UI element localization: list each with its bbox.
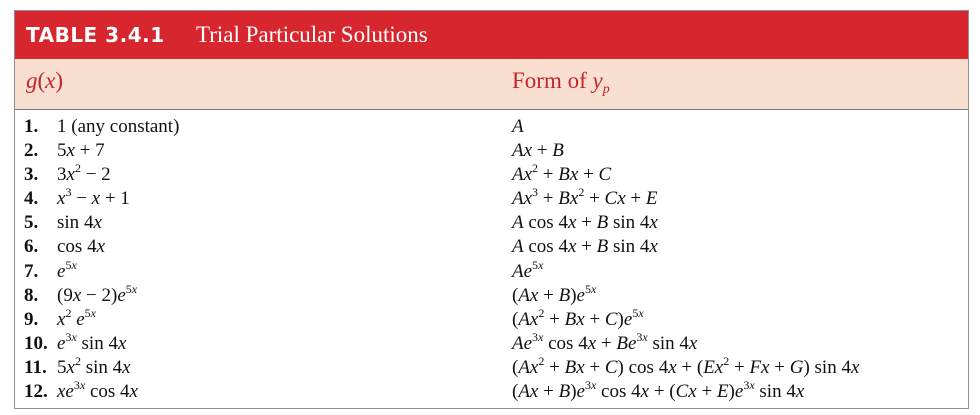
table-row <box>15 378 968 405</box>
row-g-expression: $5x^2$ sin 4x <box>57 353 131 378</box>
row-g-expression: 5x + 7 <box>57 140 105 162</box>
row-yp-form: A cos 4x + B sin 4x <box>512 212 658 234</box>
row-g-expression: cos 4x <box>57 236 106 258</box>
row-g-expression: sin 4x <box>57 212 102 234</box>
table-row <box>15 161 968 188</box>
row-number: 7. <box>24 260 39 282</box>
column-header-yp: Form of $y_p$ <box>512 68 610 97</box>
row-number: 3. <box>24 164 39 186</box>
row-yp-form: A cos 4x + B sin 4x <box>512 236 658 258</box>
row-g-expression: $x^3 - x + 1$ <box>57 185 130 210</box>
row-number: 12. <box>24 381 48 403</box>
row-g-expression: $e^{3x}$ sin 4x <box>57 329 127 354</box>
table-row <box>15 116 968 140</box>
table-number: TABLE 3.4.1 <box>26 23 165 47</box>
column-header-g: g(x) <box>26 68 64 93</box>
table-row <box>15 257 968 285</box>
table-row <box>15 236 968 260</box>
trial-solutions-table <box>14 10 969 409</box>
table-row <box>15 185 968 212</box>
row-g-expression: $xe^{3x}$ cos 4x <box>57 378 138 403</box>
row-yp-form: $(Ax + B)e^{5x}$ <box>512 281 597 306</box>
table-row <box>15 353 968 381</box>
row-number: 9. <box>24 308 39 330</box>
table-row <box>15 140 968 164</box>
table-row <box>15 329 968 357</box>
table-row <box>15 212 968 236</box>
row-yp-form: $Ax^3 + Bx^2 + Cx + E$ <box>512 185 658 210</box>
row-yp-form: $(Ax + B)e^{3x}$ $\cos 4x + (Cx + E)e^{3x}$ sin 4x <box>512 378 805 403</box>
row-number: 2. <box>24 140 39 162</box>
column-header-row <box>15 59 968 110</box>
row-yp-form: Ax + B <box>512 140 564 162</box>
row-number: 8. <box>24 284 39 306</box>
row-yp-form: $(Ax^2 + Bx + C)$ $\cos 4x + (Ex^2 + Fx + G)$ sin 4x <box>512 353 860 378</box>
row-g-expression: $(9x - 2)e^{5x}$ <box>57 281 138 306</box>
row-yp-form: A <box>512 116 524 137</box>
row-number: 4. <box>24 188 39 210</box>
row-g-expression: 1 (any constant) <box>57 116 180 137</box>
row-number: 11. <box>24 356 47 378</box>
row-number: 6. <box>24 236 39 258</box>
table-title-bar <box>15 11 968 59</box>
table-row <box>15 305 968 333</box>
row-yp-form: $Ae^{3x}$ $\cos 4x + Be^{3x}$ sin 4x <box>512 329 698 354</box>
row-g-expression: $e^{5x}$ <box>57 257 77 282</box>
table-row <box>15 281 968 309</box>
row-yp-form: $Ax^2 + Bx + C$ <box>512 161 612 186</box>
table-title: Trial Particular Solutions <box>196 22 428 47</box>
row-number: 5. <box>24 212 39 234</box>
row-g-expression: $x^2$ $e^{5x}$ <box>57 305 96 330</box>
row-g-expression: $3x^2 - 2$ <box>57 161 111 186</box>
row-number: 1. <box>24 116 39 137</box>
table-body <box>15 116 968 405</box>
row-yp-form: $Ae^{5x}$ <box>512 257 544 282</box>
row-yp-form: $(Ax^2 + Bx + C)e^{5x}$ <box>512 305 644 330</box>
row-number: 10. <box>24 332 48 354</box>
